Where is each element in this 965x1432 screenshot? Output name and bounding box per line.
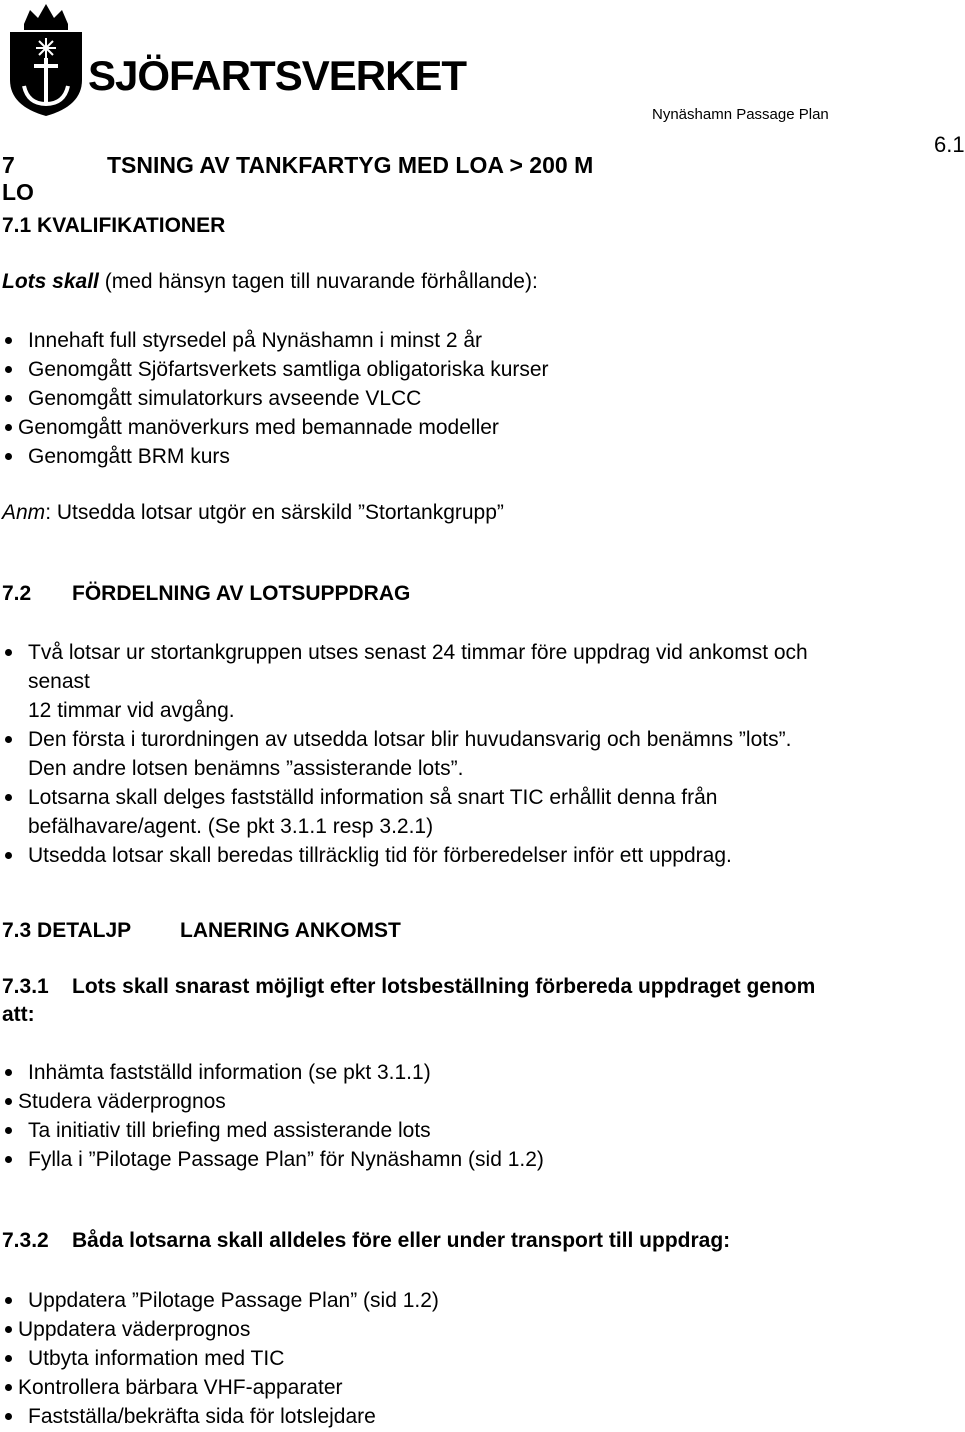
note [2,501,504,525]
bullet-icon [5,1297,12,1304]
list-item: Genomgått Sjöfartsverkets samtliga obligatoriska kurser [0,355,549,384]
sjofartsverket-logo [4,2,467,118]
note-text: : Utsedda lotsar utgör en särskild ”Stortankgrupp” [45,501,504,524]
section-7-3-title: LANERING ANKOMST [180,919,401,942]
intro-rest: (med hänsyn tagen till nuvarande förhållande): [98,270,538,293]
section-7-3-1-number: 7.3.1 [2,975,49,998]
list-item: Två lotsar ur stortankgruppen utses senast 24 timmar före uppdrag vid ankomst och senast 12 timmar vid avgång. [0,638,940,725]
section-7-3-2-heading [2,1229,731,1253]
bullet-icon [5,1355,12,1362]
list-item: Utsedda lotsar skall beredas tillräcklig tid för förberedelser inför ett uppdrag. [0,841,940,870]
bullet-icon [5,794,12,801]
anchor-crown-emblem-icon [4,2,88,118]
bullet-icon [5,395,12,402]
bullet-icon [5,649,12,656]
bullet-icon [5,1326,12,1333]
list-item: Utbyta information med TIC [0,1344,439,1373]
bullet-icon [5,1156,12,1163]
list-item: Genomgått manöverkurs med bemannade modeller [0,413,549,442]
bullet-icon [5,1413,12,1420]
bullet-icon [5,366,12,373]
bullet-icon [5,1384,12,1391]
list-item: Ta initiativ till briefing med assisterande lots [0,1116,544,1145]
bullet-icon [5,1098,12,1105]
section-7-3-number: 7.3 DETALJP [2,919,132,942]
bullet-icon [5,453,12,460]
section-7-1-heading: 7.1 KVALIFIKATIONER [2,214,226,237]
section-7-3-1-title: Lots skall snarast möjligt efter lotsbeställning förbereda uppdraget genom [72,975,816,998]
section-7-2-heading [2,582,411,606]
bullet-icon [5,1127,12,1134]
list-item: Uppdatera ”Pilotage Passage Plan” (sid 1.2) [0,1286,439,1315]
bullet-icon [5,424,12,431]
section-7-3-heading [2,919,401,943]
list-item: Lotsarna skall delges fastställd information så snart TIC erhållit denna från befälhavare/agent. (Se pkt 3.1.1 resp 3.2.1) [0,783,940,841]
section-7-3-2-title: Båda lotsarna skall alldeles före eller under transport till uppdrag: [72,1229,731,1252]
section-7-3-2-number: 7.3.2 [2,1229,49,1252]
bullet-icon [5,337,12,344]
list-item: Fylla i ”Pilotage Passage Plan” för Nynäshamn (sid 1.2) [0,1145,544,1174]
list-item: Studera väderprognos [0,1087,544,1116]
section-7-2-title: FÖRDELNING AV LOTSUPPDRAG [72,582,411,605]
preparation-list [0,1058,544,1174]
section-7-2-number: 7.2 [2,582,32,605]
bullet-icon [5,852,12,859]
list-item: Uppdatera väderprognos [0,1315,439,1344]
section-7-number: 7 LO [2,152,34,205]
list-item: Inhämta fastställd information (se pkt 3.1.1) [0,1058,544,1087]
bullet-icon [5,736,12,743]
section-7-3-1-title-cont: att: [2,1003,35,1026]
qualifications-list [0,326,549,471]
transport-list [0,1286,439,1431]
org-name: SJÖFARTSVERKET [88,52,467,99]
list-item: Genomgått BRM kurs [0,442,549,471]
list-item: Genomgått simulatorkurs avseende VLCC [0,384,549,413]
page-number: 6.1 [934,132,965,157]
list-item: Innehaft full styrsedel på Nynäshamn i minst 2 år [0,326,549,355]
document-title: Nynäshamn Passage Plan [652,106,829,123]
intro-bold: Lots skall [2,270,99,293]
list-item: Kontrollera bärbara VHF-apparater [0,1373,439,1402]
section-7-3-1-heading [2,975,942,1027]
list-item: Den första i turordningen av utsedda lotsar blir huvudansvarig och benämns ”lots”. Den andre lotsen benämns ”assisterande lots”. [0,725,940,783]
section-7-1-intro [2,270,538,294]
list-item: Fastställa/bekräfta sida för lotslejdare [0,1402,439,1431]
note-label: Anm [2,501,46,524]
bullet-icon [5,1069,12,1076]
section-7-title: TSNING AV TANKFARTYG MED LOA > 200 M [107,152,594,178]
assignment-list [0,638,940,870]
